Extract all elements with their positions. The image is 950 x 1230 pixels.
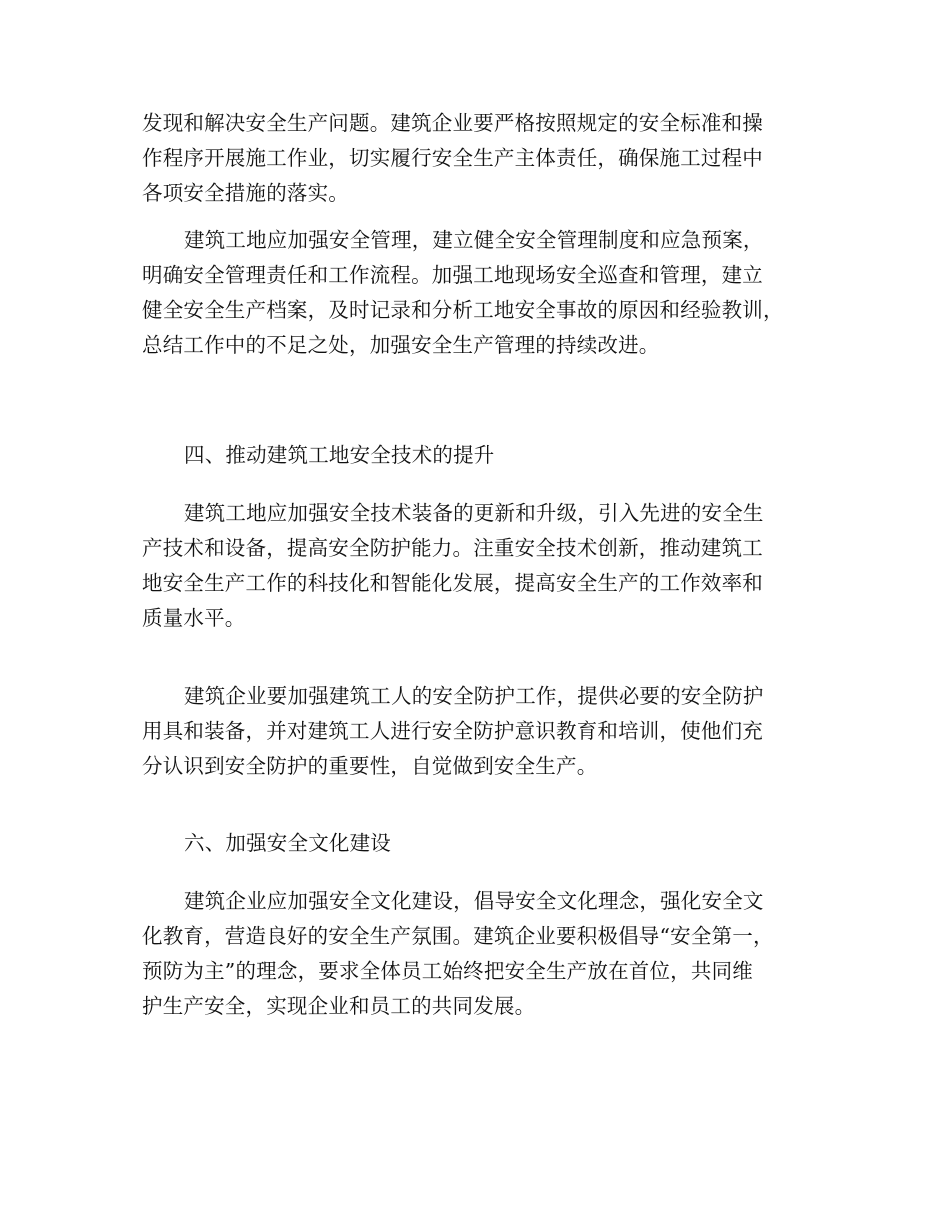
section-heading-text: 四、推动建筑工地安全技术的提升: [184, 443, 495, 467]
paragraph-line: 建筑企业要加强建筑工人的安全防护工作，提供必要的安全防护: [184, 684, 764, 708]
paragraph-line: 地安全生产工作的科技化和智能化发展，提高安全生产的工作效率和: [142, 571, 763, 595]
section-heading: [142, 438, 832, 473]
paragraph-line: 用具和装备，并对建筑工人进行安全防护意识教育和培训，使他们充: [142, 719, 763, 743]
paragraph: [142, 496, 832, 636]
paragraph-continuation: [142, 106, 832, 211]
paragraph-line: 建筑工地应加强安全管理，建立健全安全管理制度和应急预案，: [184, 228, 764, 252]
paragraph-line: 建筑企业应加强安全文化建设，倡导安全文化理念，强化安全文: [184, 889, 764, 913]
paragraph-line: 明确安全管理责任和工作流程。加强工地现场安全巡查和管理，建立: [142, 263, 763, 287]
section-heading: [142, 826, 832, 861]
section-heading-text: 六、加强安全文化建设: [184, 831, 391, 855]
paragraph: [142, 884, 832, 1024]
paragraph-line: 质量水平。: [142, 606, 246, 630]
paragraph-line: 作程序开展施工作业，切实履行安全生产主体责任，确保施工过程中: [142, 146, 763, 170]
paragraph-line: 发现和解决安全生产问题。建筑企业要严格按照规定的安全标准和操: [142, 111, 763, 135]
paragraph-line: 化教育，营造良好的安全生产氛围。建筑企业要积极倡导“安全第一，: [142, 924, 774, 948]
paragraph-line: 健全安全生产档案，及时记录和分析工地安全事故的原因和经验教训，: [142, 298, 784, 322]
paragraph-line: 建筑工地应加强安全技术装备的更新和升级，引入先进的安全生: [184, 501, 764, 525]
paragraph-line: 护生产安全，实现企业和员工的共同发展。: [142, 994, 536, 1018]
paragraph-line: 分认识到安全防护的重要性，自觉做到安全生产。: [142, 754, 598, 778]
paragraph-line: 各项安全措施的落实。: [142, 181, 349, 205]
paragraph: [142, 679, 832, 784]
paragraph: [142, 223, 832, 363]
paragraph-line: 预防为主”的理念，要求全体员工始终把安全生产放在首位，共同维: [142, 959, 753, 983]
paragraph-line: 产技术和设备，提高安全防护能力。注重安全技术创新，推动建筑工: [142, 536, 763, 560]
paragraph-line: 总结工作中的不足之处，加强安全生产管理的持续改进。: [142, 333, 660, 357]
